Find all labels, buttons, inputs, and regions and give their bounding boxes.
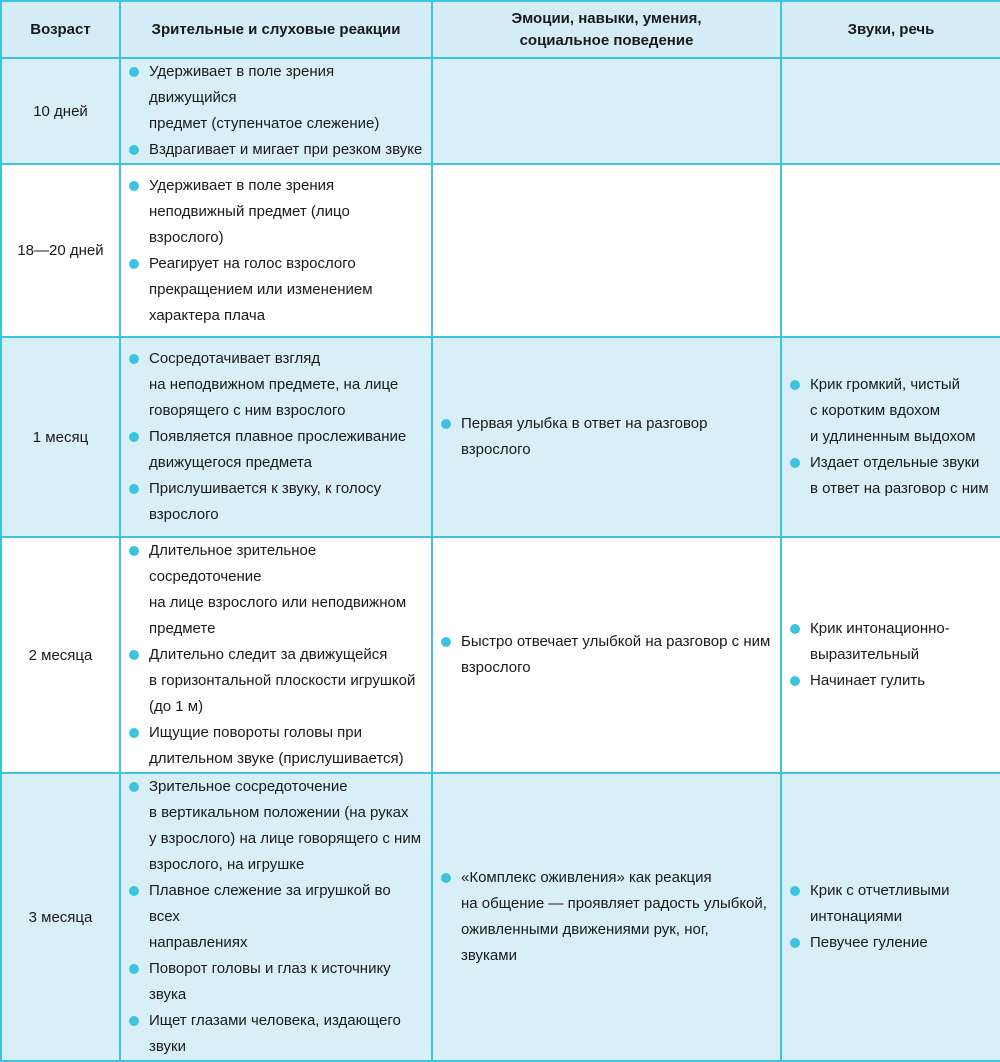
list-item [790, 372, 994, 450]
bullet-list [129, 346, 425, 528]
bullet-icon [790, 624, 800, 634]
bullet-icon [790, 886, 800, 896]
speech-cell [781, 164, 1000, 337]
emotions-cell [432, 164, 781, 337]
bullet-icon [441, 873, 451, 883]
visual-cell [120, 773, 432, 1061]
list-item-text: Реагирует на голос взрослого [149, 254, 356, 272]
list-item [129, 1008, 425, 1060]
emotions-cell [432, 537, 781, 773]
list-item-text: звуками [461, 947, 517, 964]
table-row-1-month [1, 337, 1000, 537]
list-item-text: в ответ на разговор с ним [810, 480, 989, 497]
list-item [129, 424, 425, 476]
list-item [129, 878, 425, 956]
bullet-icon [129, 650, 139, 660]
list-item-text: характера плача [149, 306, 266, 324]
list-item-text: Поворот головы и глаз к источнику [149, 960, 391, 977]
list-item-text: Длительно следит за движущейся [149, 646, 388, 663]
list-item-text: Крик с отчетливыми [810, 882, 950, 899]
bullet-list [129, 774, 425, 1060]
list-item [790, 668, 994, 694]
list-item-text: взрослого, на игрушке [149, 856, 305, 873]
list-item [129, 720, 425, 772]
bullet-icon [129, 259, 139, 269]
age-cell: 3 месяца [1, 773, 120, 1061]
speech-cell [781, 337, 1000, 537]
header-sounds-speech: Звуки, речь [781, 1, 1000, 58]
list-item-text: Крик громкий, чистый [810, 376, 961, 393]
table-body [1, 58, 1000, 1061]
bullet-list [441, 865, 774, 969]
header-visual-auditory: Зрительные и слуховые реакции [120, 1, 432, 58]
emotions-cell [432, 337, 781, 537]
list-item-text: Быстро отвечает улыбкой на разговор с ним [461, 633, 771, 650]
bullet-icon [129, 1016, 139, 1026]
list-item [129, 774, 425, 878]
list-item [790, 878, 994, 930]
list-item-text: в вертикальном положении (на руках [149, 804, 409, 821]
header-emotions-line-2: социальное поведение [519, 31, 694, 49]
list-item-text: на лице взрослого или неподвижном [149, 594, 407, 611]
list-item-text: на общение — проявляет радость улыбкой, [461, 895, 767, 912]
bullet-list [441, 411, 774, 463]
bullet-icon [790, 380, 800, 390]
list-item-text: взрослого [461, 659, 531, 676]
list-item [129, 346, 425, 424]
header-emotions-skills [432, 1, 781, 58]
table-row-2-months [1, 537, 1000, 773]
bullet-icon [129, 145, 139, 155]
bullet-icon [129, 964, 139, 974]
list-item-text: Появляется плавное прослеживание [149, 428, 407, 445]
bullet-icon [790, 938, 800, 948]
list-item-text: Крик интонационно- [810, 620, 950, 637]
visual-cell [120, 58, 432, 164]
list-item [129, 476, 425, 528]
bullet-icon [129, 886, 139, 896]
list-item [129, 137, 425, 163]
list-item-text: звуки [149, 1038, 186, 1055]
list-item-text: предмет (ступенчатое слежение) [149, 115, 380, 132]
speech-cell [781, 773, 1000, 1061]
list-item-text: Начинает гулить [810, 672, 926, 689]
list-item-text: Вздрагивает и мигает при резком звуке [149, 141, 423, 158]
list-item-text: взрослого [149, 506, 219, 523]
list-item-text: Сосредотачивает взгляд [149, 350, 321, 367]
list-item-text: интонациями [810, 908, 903, 925]
bullet-icon [441, 419, 451, 429]
bullet-list [790, 372, 994, 502]
age-cell: 2 месяца [1, 537, 120, 773]
list-item [129, 538, 425, 642]
list-item-text: на неподвижном предмете, на лице [149, 376, 399, 393]
table-row-3-months [1, 773, 1000, 1061]
list-item-text: у взрослого) на лице говорящего с ним [149, 830, 422, 847]
emotions-cell [432, 773, 781, 1061]
bullet-icon [129, 67, 139, 77]
bullet-list [790, 616, 994, 694]
list-item-text: звука [149, 986, 187, 1003]
header-emotions-line-1: Эмоции, навыки, умения, [511, 9, 702, 27]
bullet-list [790, 878, 994, 956]
list-item-text: Певучее гуление [810, 934, 928, 951]
list-item-text: (до 1 м) [149, 698, 204, 715]
bullet-icon [129, 484, 139, 494]
bullet-icon [129, 354, 139, 364]
list-item-text: оживленными движениями рук, ног, [461, 921, 709, 938]
list-item-text: Издает отдельные звуки [810, 454, 980, 471]
list-item [129, 956, 425, 1008]
list-item-text: Первая улыбка в ответ на разговор взрослого [461, 415, 708, 458]
list-item [129, 251, 425, 329]
bullet-icon [129, 432, 139, 442]
list-item [441, 865, 774, 969]
list-item [790, 450, 994, 502]
speech-cell [781, 537, 1000, 773]
list-item-text: Ищущие повороты головы при [149, 724, 362, 741]
bullet-list [129, 59, 425, 163]
bullet-icon [129, 181, 139, 191]
list-item-text: «Комплекс оживления» как реакция [461, 869, 712, 886]
list-item-text: длительном звуке (прислушивается) [149, 750, 404, 767]
bullet-icon [790, 676, 800, 686]
list-item-text: Прислушивается к звуку, к голосу [149, 480, 382, 497]
list-item-text: выразительный [810, 646, 920, 663]
table-row-10-days [1, 58, 1000, 164]
list-item-text: и удлиненным выдохом [810, 428, 976, 445]
bullet-list [129, 538, 425, 772]
list-item [790, 616, 994, 668]
speech-cell [781, 58, 1000, 164]
emotions-cell [432, 58, 781, 164]
list-item [441, 411, 774, 463]
list-item-text: движущегося предмета [149, 454, 313, 471]
bullet-icon [441, 637, 451, 647]
bullet-list [441, 629, 774, 681]
bullet-list [129, 173, 425, 329]
header-age: Возраст [1, 1, 120, 58]
list-item-text: говорящего с ним взрослого [149, 402, 346, 419]
list-item [129, 59, 425, 137]
age-cell: 18—20 дней [1, 164, 120, 337]
visual-cell [120, 537, 432, 773]
list-item-text: взрослого) [149, 228, 224, 246]
visual-cell [120, 337, 432, 537]
list-item-text: с коротким вдохом [810, 402, 941, 419]
table-row-18-20-days [1, 164, 1000, 337]
list-item-text: предмете [149, 620, 216, 637]
age-cell: 10 дней [1, 58, 120, 164]
list-item [441, 629, 774, 681]
age-cell: 1 месяц [1, 337, 120, 537]
bullet-icon [129, 728, 139, 738]
list-item-text: направлениях [149, 934, 248, 951]
list-item-text: Длительное зрительное сосредоточение [149, 542, 317, 585]
list-item-text: Удерживает в поле зрения движущийся [149, 63, 335, 106]
list-item [129, 173, 425, 251]
list-item-text: Зрительное сосредоточение [149, 778, 348, 795]
bullet-icon [790, 458, 800, 468]
list-item-text: неподвижный предмет (лицо [149, 202, 350, 220]
list-item-text: прекращением или изменением [149, 280, 373, 298]
list-item [129, 642, 425, 720]
bullet-icon [129, 782, 139, 792]
list-item-text: Плавное слежение за игрушкой во всех [149, 882, 391, 925]
list-item-text: Ищет глазами человека, издающего [149, 1012, 401, 1029]
bullet-icon [129, 546, 139, 556]
visual-cell [120, 164, 432, 337]
list-item [790, 930, 994, 956]
list-item-text: в горизонтальной плоскости игрушкой [149, 672, 416, 689]
header-row [1, 1, 1000, 58]
list-item-text: Удерживает в поле зрения [149, 176, 335, 194]
